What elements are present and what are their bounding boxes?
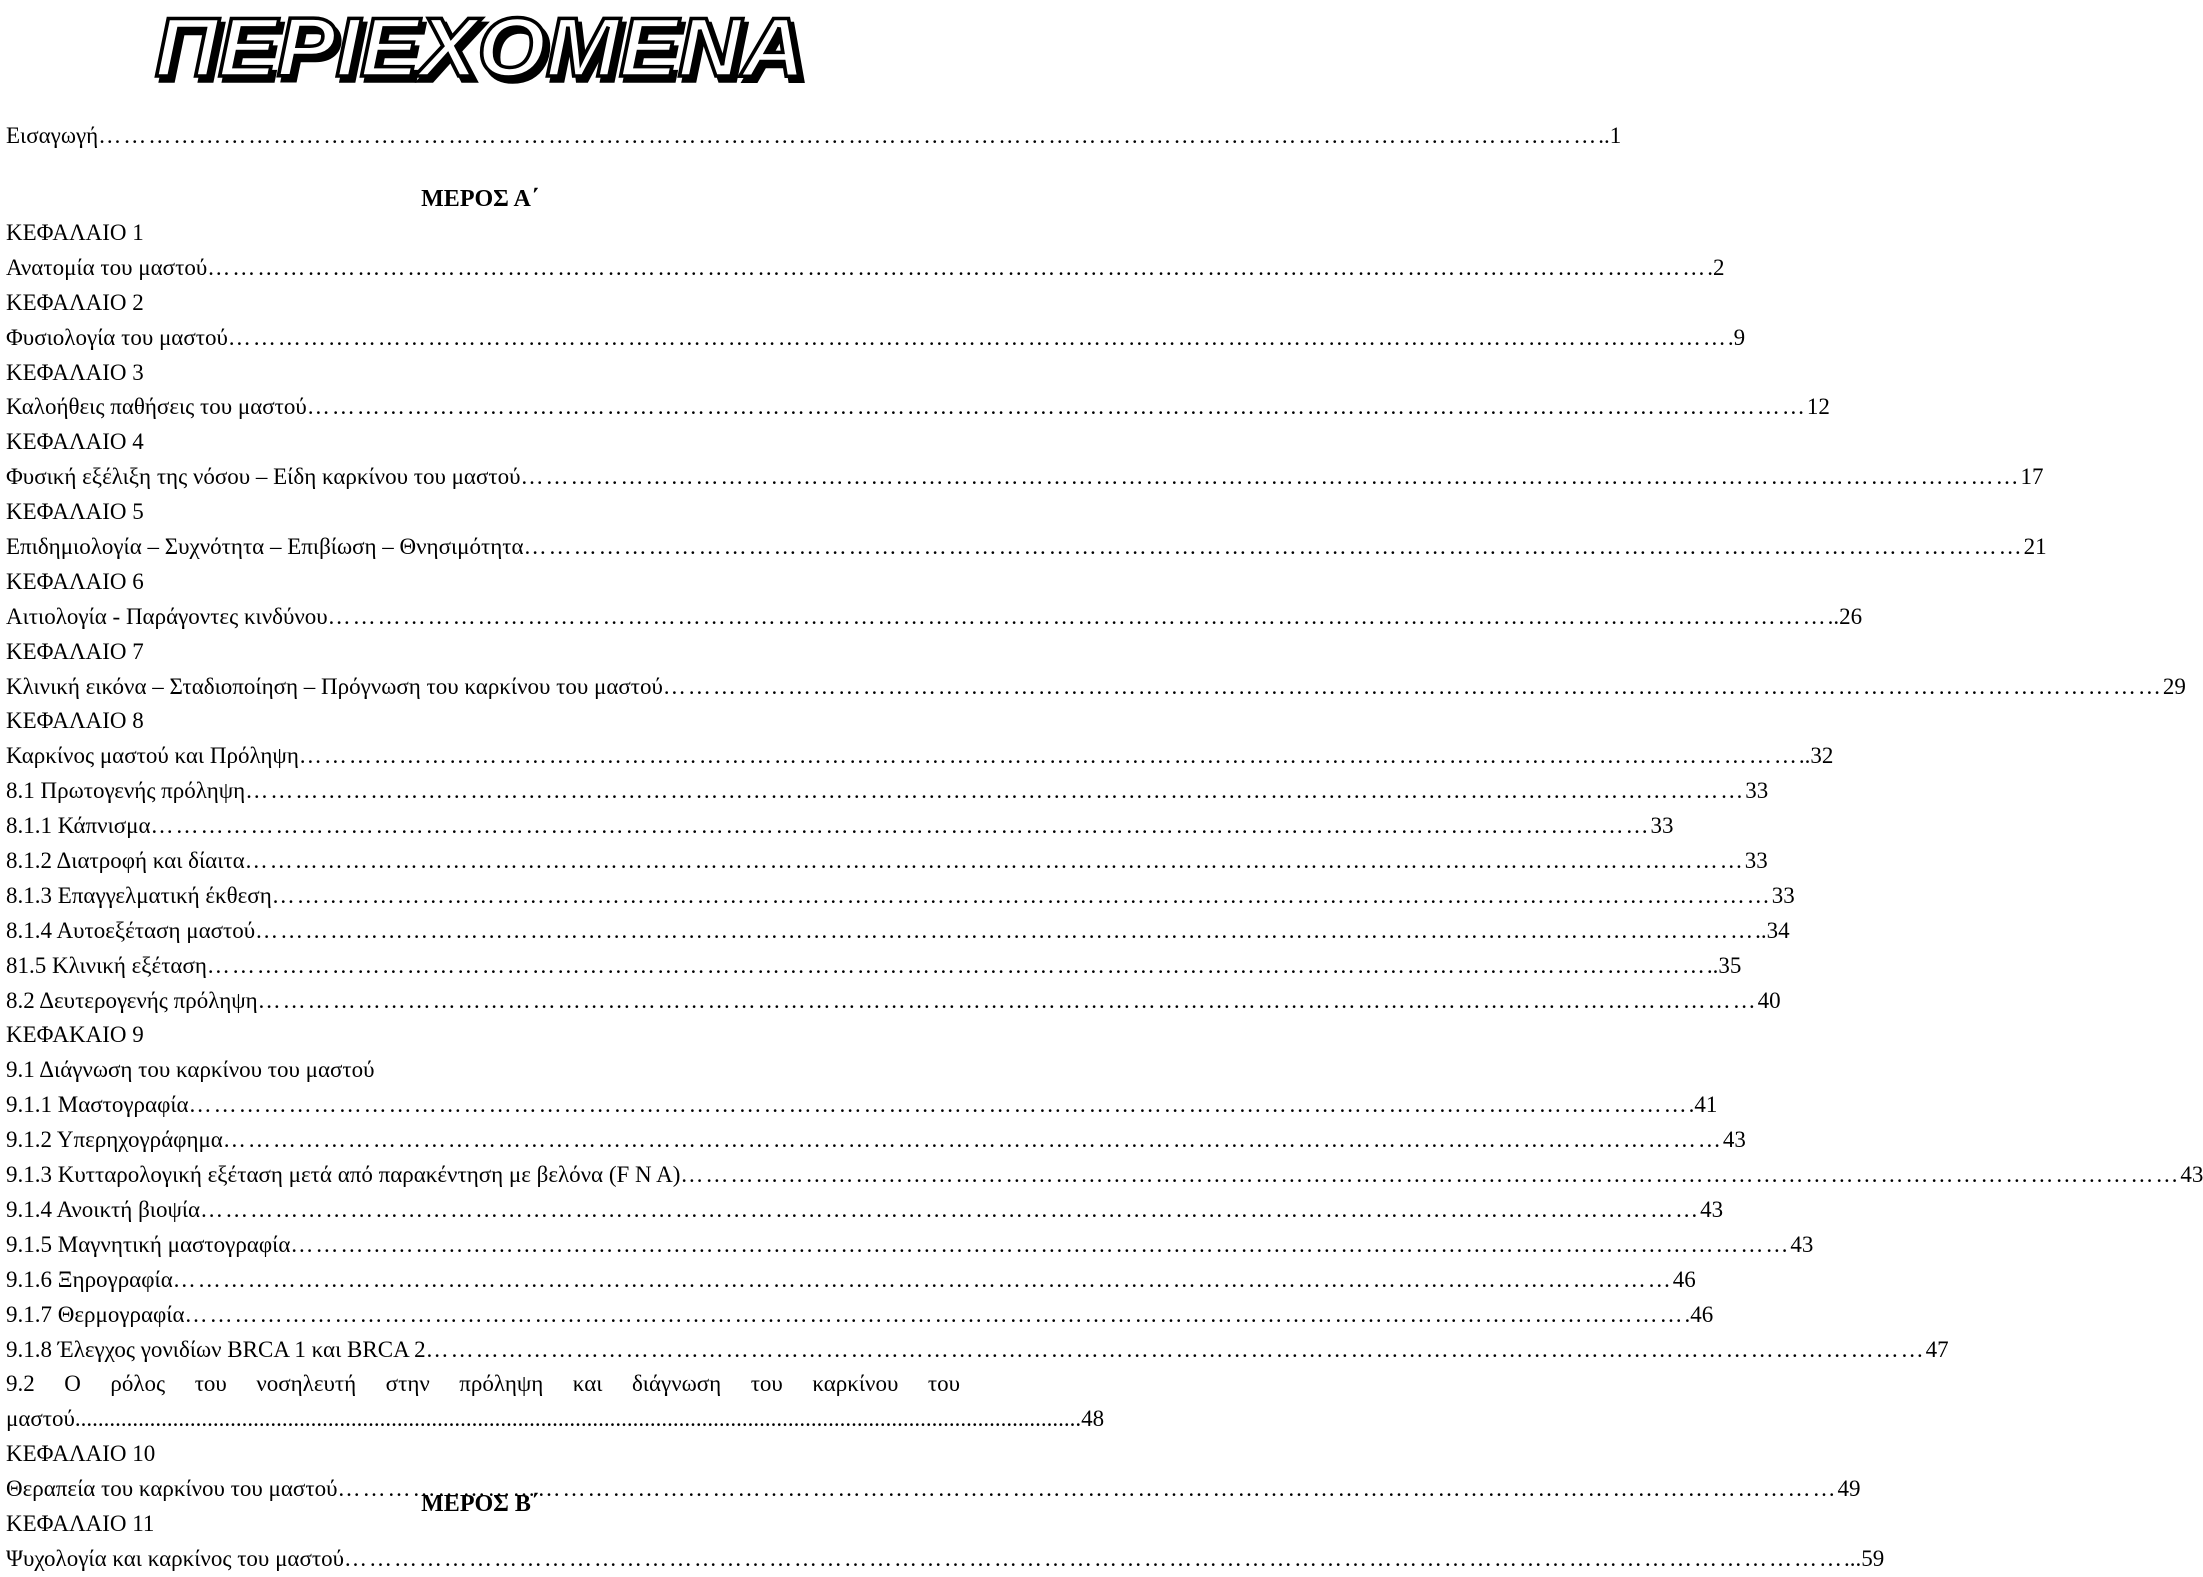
toc-entry[interactable] bbox=[6, 914, 1790, 949]
toc-entry-page: .46 bbox=[1684, 1301, 1714, 1327]
toc-entry-title: Αιτιολογία - Παράγοντες κινδύνου bbox=[6, 603, 328, 629]
toc-entry-title: Καρκίνος μαστού και Πρόληψη bbox=[6, 743, 299, 769]
dot-leader bbox=[344, 1542, 1844, 1577]
toc-entry[interactable] bbox=[6, 670, 2186, 705]
toc-entry-page: .9 bbox=[1727, 324, 1746, 350]
toc-entry[interactable] bbox=[6, 949, 1742, 984]
toc-entry[interactable] bbox=[6, 844, 1768, 879]
part-a-heading: ΜΕΡΟΣ Α΄ bbox=[421, 186, 539, 212]
toc-entry[interactable] bbox=[6, 1333, 1949, 1368]
dot-leader bbox=[98, 118, 1598, 154]
toc-entry-title: Κλινική εικόνα – Σταδιοποίηση – Πρόγνωση του καρκίνου του μαστού bbox=[6, 673, 663, 699]
dot-leader bbox=[151, 809, 1651, 844]
toc-entry-title: Εισαγωγή bbox=[6, 123, 99, 148]
toc-entry-title: 8.1 Πρωτογενής πρόληψη bbox=[6, 778, 246, 804]
toc-entry-page: 49 bbox=[1837, 1476, 1861, 1502]
toc-entry-page: 12 bbox=[1806, 394, 1830, 420]
toc-entry-title: 81.5 Κλινική εξέταση bbox=[6, 952, 207, 978]
toc-entry[interactable] bbox=[6, 739, 1834, 774]
dot-leader bbox=[307, 390, 1807, 425]
toc-entry-page: ..1 bbox=[1598, 123, 1622, 148]
dot-leader bbox=[173, 1263, 1673, 1298]
chapter-heading: ΚΕΦΑΛΑΙΟ 7 bbox=[6, 638, 144, 664]
toc-entry-page: .41 bbox=[1688, 1092, 1718, 1118]
toc-entry-page: 17 bbox=[2020, 464, 2044, 490]
chapter-heading: 9.1 Διάγνωση του καρκίνου του μαστού bbox=[6, 1057, 375, 1083]
toc-entry-page: .2 bbox=[1707, 254, 1725, 280]
toc-entry-page: 43 bbox=[1790, 1231, 1814, 1257]
toc-entry-page: 40 bbox=[1757, 987, 1781, 1013]
toc-entry[interactable] bbox=[6, 879, 1795, 914]
toc-intro-entry[interactable] bbox=[6, 118, 1622, 154]
toc-entry[interactable] bbox=[6, 809, 1674, 844]
toc-entry-page: 46 bbox=[1672, 1266, 1696, 1292]
dot-leader bbox=[207, 949, 1707, 984]
toc-entry[interactable] bbox=[6, 600, 1863, 635]
toc-entry-title: 8.1.1 Κάπνισμα bbox=[6, 813, 151, 839]
table-of-contents bbox=[6, 216, 2203, 1577]
dot-leader bbox=[189, 1088, 1689, 1123]
toc-entry-title: Φυσική εξέλιξη της νόσου – Είδη καρκίνου του μαστού bbox=[6, 464, 521, 490]
dot-leader bbox=[223, 1123, 1723, 1158]
toc-entry-title: 8.1.4 Αυτοεξέταση μαστού bbox=[6, 917, 256, 943]
toc-entry[interactable] bbox=[6, 1298, 1714, 1333]
part-b-heading: ΜΕΡΟΣ Β΄ bbox=[421, 1491, 539, 1517]
toc-entry-title: 9.1.5 Μαγνητική μαστογραφία bbox=[6, 1231, 291, 1257]
dot-leader bbox=[272, 879, 1772, 914]
toc-entry[interactable] bbox=[6, 1193, 1724, 1228]
toc-entry-title: 9.1.6 Ξηρογραφία bbox=[6, 1266, 173, 1292]
chapter-heading: ΚΕΦΑΚΑΙΟ 9 bbox=[6, 1022, 144, 1048]
toc-entry[interactable] bbox=[6, 1123, 1746, 1158]
dot-leader bbox=[426, 1333, 1926, 1368]
dot-leader bbox=[258, 984, 1758, 1019]
dot-leader bbox=[680, 1158, 2180, 1193]
dot-leader bbox=[245, 844, 1745, 879]
toc-entry[interactable] bbox=[6, 390, 1830, 425]
toc-entry-title: 8.1.3 Επαγγελματική έκθεση bbox=[6, 882, 272, 908]
toc-entry-page: 48 bbox=[1081, 1406, 1105, 1432]
toc-entry-page: 33 bbox=[1744, 848, 1768, 874]
dot-leader bbox=[185, 1298, 1685, 1333]
toc-entry[interactable] bbox=[6, 1228, 1814, 1263]
toc-entry-title[interactable]: 9.2 Ο ρόλος του νοσηλευτή στην πρόληψη και διάγνωση του καρκίνου του bbox=[6, 1371, 960, 1397]
toc-entry-title: 8.1.2 Διατροφή και δίαιτα bbox=[6, 848, 245, 874]
toc-entry-page: 47 bbox=[1925, 1336, 1949, 1362]
toc-entry-title: Επιδημιολογία – Συχνότητα – Επιβίωση – Θνησιμότητα bbox=[6, 534, 524, 560]
toc-entry-page: 29 bbox=[2162, 673, 2186, 699]
chapter-heading: ΚΕΦΑΛΑΙΟ 1 bbox=[6, 220, 144, 245]
toc-entry-page: 43 bbox=[1700, 1196, 1724, 1222]
toc-entry-page: ..32 bbox=[1798, 743, 1834, 769]
dot-leader bbox=[245, 774, 1745, 809]
toc-entry-page: 43 bbox=[2180, 1162, 2203, 1188]
chapter-heading: ΚΕΦΑΛΑΙΟ 3 bbox=[6, 359, 144, 385]
page-title-graphic bbox=[0, 0, 960, 92]
chapter-heading: ΚΕΦΑΛΑΙΟ 8 bbox=[6, 708, 144, 734]
toc-entry-page: 21 bbox=[2023, 534, 2047, 560]
dot-leader bbox=[207, 251, 1707, 286]
toc-entry-page: ..34 bbox=[1755, 917, 1790, 943]
page-title: ΠΕΡΙΕΧΟΜΕΝΑ bbox=[155, 0, 805, 94]
toc-entry[interactable] bbox=[6, 1402, 1105, 1437]
toc-entry-page: ...59 bbox=[1843, 1545, 1885, 1571]
toc-entry-title: 9.1.8 Έλεγχος γονιδίων BRCA 1 και BRCA 2 bbox=[6, 1336, 426, 1362]
toc-entry-title: Καλοήθεις παθήσεις του μαστού bbox=[6, 394, 307, 420]
chapter-heading: ΚΕΦΑΛΑΙΟ 5 bbox=[6, 499, 144, 525]
dot-leader: ............................................................................................................................................................................... bbox=[74, 1406, 1082, 1432]
chapter-heading: ΚΕΦΑΛΑΙΟ 6 bbox=[6, 568, 144, 594]
dot-leader bbox=[290, 1228, 1790, 1263]
toc-entry[interactable] bbox=[6, 1263, 1696, 1298]
toc-entry-title: 9.1.2 Υπερηχογράφημα bbox=[6, 1127, 223, 1153]
dot-leader bbox=[228, 321, 1728, 356]
toc-entry-title: 9.1.7 Θερμογραφία bbox=[6, 1301, 185, 1327]
dot-leader bbox=[200, 1193, 1700, 1228]
toc-entry-page: 33 bbox=[1650, 813, 1674, 839]
toc-entry[interactable] bbox=[6, 1088, 1718, 1123]
toc-entry[interactable] bbox=[6, 251, 1725, 286]
dot-leader bbox=[663, 670, 2163, 705]
toc-entry-title: 9.1.3 Κυτταρολογική εξέταση μετά από παρακέντηση με βελόνα (F N A) bbox=[6, 1162, 681, 1188]
toc-entry-page: 33 bbox=[1771, 882, 1795, 908]
page-title-banner bbox=[0, 0, 960, 92]
chapter-heading: ΚΕΦΑΛΑΙΟ 4 bbox=[6, 429, 144, 455]
toc-entry[interactable] bbox=[6, 1542, 1885, 1577]
toc-entry[interactable] bbox=[6, 530, 2047, 565]
toc-entry-title: 8.2 Δευτερογενής πρόληψη bbox=[6, 987, 258, 1013]
toc-entry-title: Φυσιολογία του μαστού bbox=[6, 324, 228, 350]
toc-entry[interactable] bbox=[6, 984, 1781, 1019]
chapter-heading: ΚΕΦΑΛΑΙΟ 2 bbox=[6, 289, 144, 315]
toc-entry[interactable] bbox=[6, 774, 1769, 809]
chapter-heading: ΚΕΦΑΛΑΙΟ 11 bbox=[6, 1510, 155, 1536]
toc-entry-title: 9.1.1 Μαστογραφία bbox=[6, 1092, 189, 1118]
toc-entry[interactable] bbox=[6, 1158, 2203, 1193]
dot-leader bbox=[255, 914, 1755, 949]
toc-entry-page: 33 bbox=[1745, 778, 1769, 804]
dot-leader bbox=[521, 460, 2021, 495]
toc-entry[interactable] bbox=[6, 460, 2044, 495]
toc-entry-title: 9.1.4 Ανοικτή βιοψία bbox=[6, 1196, 201, 1222]
toc-entry[interactable] bbox=[6, 321, 1746, 356]
dot-leader bbox=[524, 530, 2024, 565]
toc-entry-title: Ανατομία του μαστού bbox=[6, 254, 208, 280]
toc-entry-page: ..26 bbox=[1827, 603, 1863, 629]
toc-entry-page: 43 bbox=[1722, 1127, 1746, 1153]
toc-entry-title: μαστού bbox=[6, 1406, 75, 1432]
chapter-heading: ΚΕΦΑΛΑΙΟ 10 bbox=[6, 1441, 156, 1467]
toc-entry-page: ..35 bbox=[1706, 952, 1742, 978]
dot-leader bbox=[328, 600, 1828, 635]
toc-entry-title: Θεραπεία του καρκίνου του μαστού bbox=[6, 1476, 338, 1502]
toc-entry-title: Ψυχολογία και καρκίνος του μαστού bbox=[6, 1545, 344, 1571]
dot-leader bbox=[299, 739, 1799, 774]
